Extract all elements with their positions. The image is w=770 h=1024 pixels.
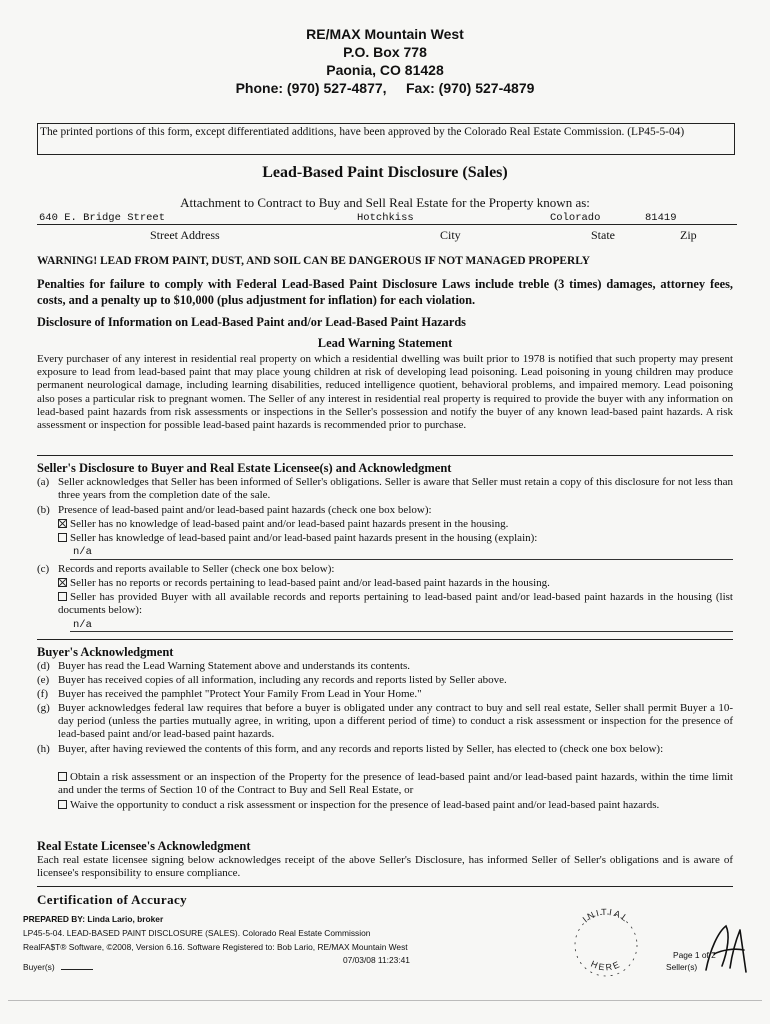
section-divider-2 [37,639,733,640]
lead-warning-text: Every purchaser of any interest in residential real property on which a residential dwelling was built prior to 1978 is notified that such property may present exposure to lead from lead-based paint that may place young children at risk of developing lead poisoning. Lead poisoning in young children may produce permanent neurological damage, including learning disabilities, reduced intelligence quotient, behavioral problems, and impaired memory. Lead poisoning also poses a particular risk to pregnant women. The Seller of any interest in residential real property is required to provide the buyer with any information on lead-based paint hazards from risk assessments or inspections in the Seller's possession and notify the buyer of any known lead-based paint hazards. A risk assessment or inspection for possible lead-based paint hazards is recommended prior to purchase. [37,353,733,432]
c-option-1-checkbox-checked[interactable] [58,578,67,587]
penalties-text: Penalties for failure to comply with Federal Lead-Based Paint Disclosure Laws include treble (3 times) damages, attorney fees, costs, and a penalty up to $10,000 (plus adjustment for inflation) for each violation. [37,277,733,307]
item-e-text: Buyer has received copies of all information, including any records and reports listed by Seller above. [58,674,507,686]
b-option-2[interactable] [58,532,733,545]
city-caption: City [440,228,461,242]
warning-text: WARNING! LEAD FROM PAINT, DUST, AND SOIL CAN BE DANGEROUS IF NOT MANAGED PROPERLY [37,255,591,267]
item-h-text: Buyer, after having reviewed the contents of this form, and any records and reports listed by Seller, has elected to (check one box below): [58,743,664,755]
b-option-1[interactable] [58,518,508,531]
seller-heading: Seller's Disclosure to Buyer and Real Estate Licensee(s) and Acknowledgment [37,461,452,475]
c-option-1-label: Seller has no reports or records pertaining to lead-based paint and/or lead-based paint hazards in the housing. [70,577,550,589]
prepared-by: PREPARED BY: Linda Lario, broker [23,914,164,924]
licensee-text: Each real estate licensee signing below acknowledges receipt of the above Seller's Disclosure, has informed Seller of Seller's obligations and is aware of licensee's responsibility to ensure compliance. [37,854,733,880]
city-value: Hotchkiss [357,212,414,224]
disclosure-heading: Disclosure of Information on Lead-Based Paint and/or Lead-Based Paint Hazards [37,315,466,329]
item-f-text: Buyer has received the pamphlet "Protect Your Family From Lead in Your Home." [58,688,422,700]
form-title: Lead-Based Paint Disclosure (Sales) [262,164,508,181]
item-f-label: (f) [37,688,48,700]
b-option-1-checkbox-checked[interactable] [58,519,67,528]
item-h-label: (h) [37,743,50,755]
section-divider [37,455,733,456]
c-option-2[interactable] [58,591,733,617]
buyers-initials-label [23,962,93,973]
svg-text:HERE: HERE [589,958,623,973]
timestamp: 07/03/08 11:23:41 [343,955,410,965]
b-answer-line [70,559,733,560]
zip-value: 81419 [645,212,677,224]
b-explain-answer: n/a [73,546,92,558]
item-c-label: (c) [37,563,50,575]
item-a-text: Seller acknowledges that Seller has been informed of Seller's obligations. Seller is aware that Seller must retain a copy of this disclosure for not less than three years from the completion date of the sale. [58,476,733,502]
item-c-text: Records and reports available to Seller (check one box below): [58,563,335,575]
h-option-2[interactable] [58,799,733,812]
h-option-2-checkbox[interactable] [58,800,67,809]
h-option-1-checkbox[interactable] [58,772,67,781]
item-g-label: (g) [37,702,50,714]
item-g-text: Buyer acknowledges federal law requires that before a buyer is obligated under any contract to buy and sell real estate, Seller shall permit Buyer a 10-day period (unless the parties mutually agree, in writing, upon a different period of time) to conduct a risk assessment or inspection for the presence of lead-based paint and/or lead-based paint hazards. [58,702,733,741]
software-line: RealFA$T® Software, ©2008, Version 6.16. Software Registered to: Bob Lario, RE/MAX Mountain West [23,942,408,952]
c-answer-line [70,631,733,632]
item-d-label: (d) [37,660,50,672]
sellers-label: Seller(s) [666,962,698,972]
item-e-label: (e) [37,674,50,686]
address-underline [37,224,737,225]
certification-heading: Certification of Accuracy [37,892,188,907]
company-name: RE/MAX Mountain West [306,26,464,42]
seller-initials-signature [700,920,750,980]
h-option-1[interactable] [58,771,733,797]
page-number: Page 1 of 2 [673,950,716,960]
company-pobox: P.O. Box 778 [343,44,427,60]
street-value: 640 E. Bridge Street [39,212,166,224]
commission-notice: The printed portions of this form, except differentiated additions, have been approved by the Colorado Real Estate Commission. (LP45-5-04) [37,123,735,155]
c-option-1[interactable] [58,577,550,590]
zip-caption: Zip [680,228,697,242]
buyers-initial-line[interactable] [61,969,93,970]
state-value: Colorado [550,212,601,224]
page-bottom-edge [8,1000,762,1001]
attachment-text: Attachment to Contract to Buy and Sell Real Estate for the Property known as: [180,195,590,210]
c-documents-answer: n/a [73,619,92,631]
item-b-text: Presence of lead-based paint and/or lead-based paint hazards (check one box below): [58,504,432,516]
c-option-2-label: Seller has provided Buyer with all available records and reports pertaining to lead-based paint and/or lead-based paint hazards in the housing (list documents below): [58,591,733,617]
b-option-2-label: Seller has knowledge of lead-based paint and/or lead-based paint hazards present in the housing (explain): [70,532,538,544]
company-phone-fax: Phone: (970) 527-4877, Fax: (970) 527-4879 [235,80,535,96]
buyer-heading: Buyer's Acknowledgment [37,645,174,659]
svg-text:INITIAL: INITIAL [580,906,632,925]
street-caption: Street Address [150,228,220,242]
state-caption: State [591,228,615,242]
item-b-label: (b) [37,504,50,516]
licensee-heading: Real Estate Licensee's Acknowledgment [37,839,251,853]
buyers-label: Buyer(s) [23,962,55,972]
company-city: Paonia, CO 81428 [326,62,444,78]
c-option-2-checkbox[interactable] [58,592,67,601]
item-d-text: Buyer has read the Lead Warning Statement above and understands its contents. [58,660,411,672]
lead-warning-heading: Lead Warning Statement [317,336,453,350]
h-option-2-label: Waive the opportunity to conduct a risk assessment or inspection for the presence of lead-based paint and/or lead-based paint hazards. [70,799,660,811]
b-option-1-label: Seller has no knowledge of lead-based paint and/or lead-based paint hazards present in the housing. [70,518,509,530]
item-a-label: (a) [37,476,50,488]
b-option-2-checkbox[interactable] [58,533,67,542]
initial-here-stamp [566,905,646,980]
form-id: LP45-5-04. LEAD-BASED PAINT DISCLOSURE (SALES). Colorado Real Estate Commission [23,928,371,938]
h-option-1-label: Obtain a risk assessment or an inspection of the Property for the presence of lead-based paint and/or lead-based paint hazards, within the time limit and under the terms of Section 10 of the Contract to Buy and Sell Real Estate, or [58,771,733,797]
section-divider-3 [37,886,733,887]
